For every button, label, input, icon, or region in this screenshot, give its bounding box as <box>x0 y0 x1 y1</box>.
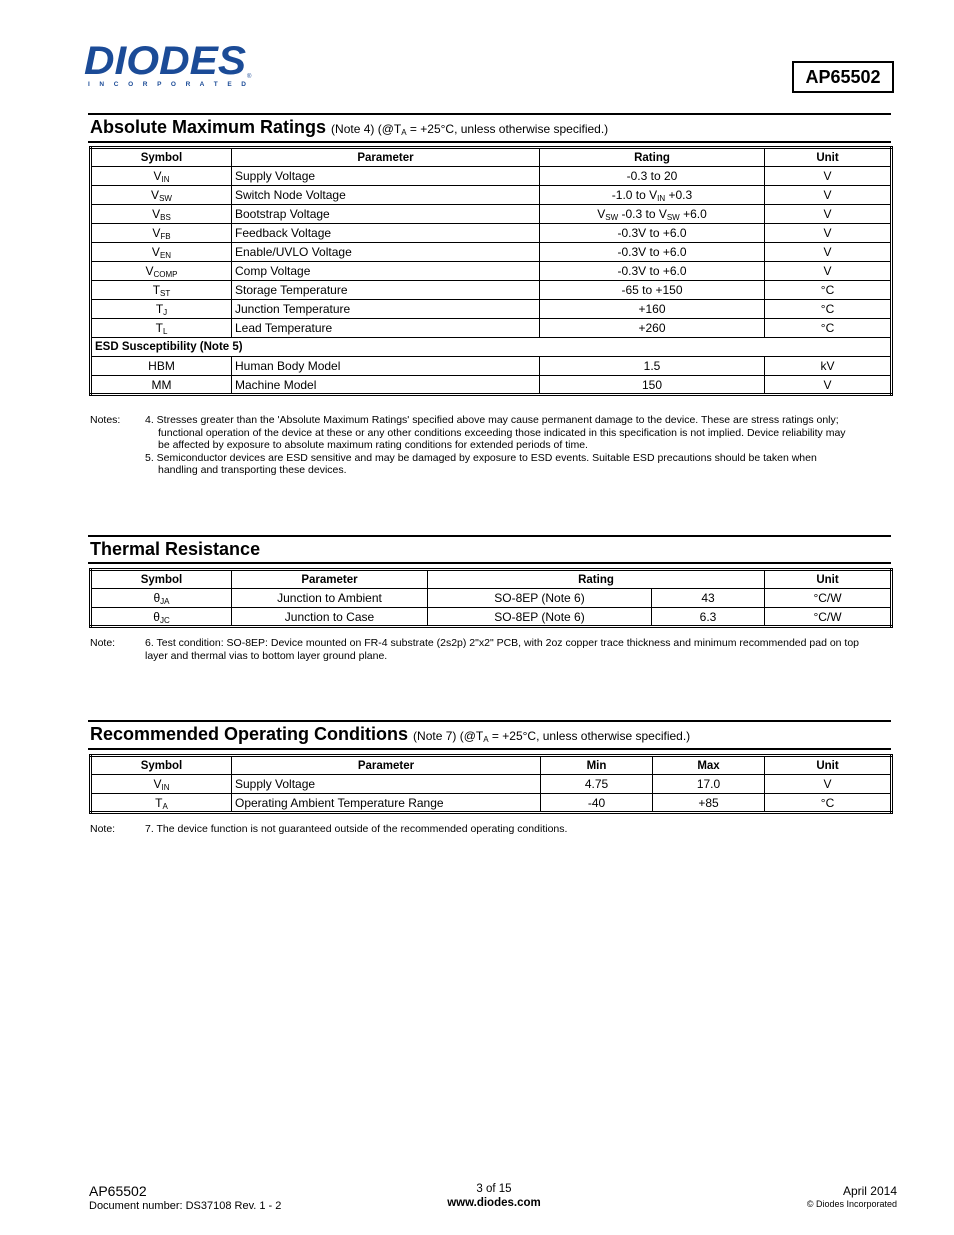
min-cell: 4.75 <box>541 775 653 794</box>
symbol-cell: $T_A$ <box>91 794 232 813</box>
note-7: 7. The device function is not guaranteed outside of the recommended operating conditions. <box>145 823 568 835</box>
rating-cell: $V_{SW}$ -0.3 to $V_{SW} +6.0$ <box>540 205 765 224</box>
footer-copyright: © Diodes Incorporated <box>806 1199 897 1209</box>
symbol-cell: MM <box>91 376 232 395</box>
thermal-table <box>89 568 893 628</box>
table-row <box>91 186 892 205</box>
note-5: 5. Semiconductor devices are ESD sensitive and may be damaged by exposure to ESD events. Suitable ESD precautions should be taken when <box>145 451 817 464</box>
table-group-row <box>91 338 892 357</box>
section-rule <box>88 535 891 537</box>
thermal-title: Thermal Resistance <box>90 539 261 559</box>
table-header-row <box>91 148 892 167</box>
table-row <box>91 775 892 794</box>
section-rule <box>88 141 891 143</box>
rating-cell: -0.3 to 20 <box>540 167 765 186</box>
col-header-symbol: Symbol <box>91 148 232 167</box>
unit-cell: °C <box>765 281 892 300</box>
unit-cell: °C <box>765 319 892 338</box>
symbol-cell: $V_{IN}$ <box>91 167 232 186</box>
table-row <box>91 205 892 224</box>
rating-cell: -65 to +150 <box>540 281 765 300</box>
symbol-cell: $V_{FB}$ <box>91 224 232 243</box>
symbol-cell: $\theta_{JA}$ <box>91 589 232 608</box>
parameter-cell: Lead Temperature <box>232 319 540 338</box>
col-header-parameter: Parameter <box>232 756 541 775</box>
table-row <box>91 357 892 376</box>
unit-cell: V <box>765 186 892 205</box>
part-number-box: AP65502 <box>792 61 894 93</box>
symbol-cell: $T_J$ <box>91 300 232 319</box>
package-cell: SO-8EP (Note 6) <box>428 589 652 608</box>
unit-cell: °C/W <box>765 589 892 608</box>
symbol-cell: $V_{EN}$ <box>91 243 232 262</box>
symbol-cell: $T_L$ <box>91 319 232 338</box>
col-header-parameter: Parameter <box>232 570 428 589</box>
esd-group-label: ESD Susceptibility (Note 5) <box>91 338 892 357</box>
roc-table <box>89 754 893 814</box>
table-row <box>91 262 892 281</box>
abs-max-conditions: (Note 4) ($@T_A = +25^\circ C$, unless otherwise specified.) <box>331 122 609 137</box>
table-row <box>91 167 892 186</box>
section-rule <box>88 748 891 750</box>
symbol-cell: $\theta_{JC}$ <box>91 608 232 627</box>
symbol-cell: $V_{BS}$ <box>91 205 232 224</box>
col-header-parameter: Parameter <box>232 148 540 167</box>
col-header-unit: Unit <box>765 570 892 589</box>
unit-cell: °C <box>765 794 892 813</box>
table-row <box>91 300 892 319</box>
footer-doc-number: Document number: DS37108 Rev. 1 - 2 <box>89 1200 282 1212</box>
parameter-cell: Human Body Model <box>232 357 540 376</box>
diodes-logo <box>84 42 252 88</box>
table-row <box>91 794 892 813</box>
unit-cell: kV <box>765 357 892 376</box>
unit-cell: °C/W <box>765 608 892 627</box>
footer-part-number: AP65502 <box>89 1183 147 1199</box>
note-6: 6. Test condition: SO-8EP: Device mounted on FR-4 substrate (2s2p) 2"x2" PCB, with 2oz copper trace thickness and minimum recommended pad on top layer and thermal vias to bottom layer ground plane. <box>145 637 860 662</box>
rating-cell: -0.3V to +6.0 <box>540 262 765 281</box>
logo-subtext: I N C O R P O R A T E D <box>88 81 246 88</box>
symbol-cell: $V_{IN}$ <box>91 775 232 794</box>
table-row <box>91 224 892 243</box>
table-row <box>91 281 892 300</box>
max-cell: 17.0 <box>653 775 765 794</box>
symbol-cell: $V_{COMP}$ <box>91 262 232 281</box>
table-row <box>91 376 892 395</box>
unit-cell: °C <box>765 300 892 319</box>
rating-cell: -0.3V to +6.0 <box>540 224 765 243</box>
section-rule <box>88 562 891 564</box>
col-header-min: Min <box>541 756 653 775</box>
roc-title: Recommended Operating Conditions <box>90 724 409 744</box>
svg-text:®: ® <box>247 74 252 80</box>
footer-website-link[interactable]: www.diodes.com <box>447 1197 541 1209</box>
parameter-cell: Junction to Case <box>232 608 428 627</box>
parameter-cell: Supply Voltage <box>232 775 541 794</box>
table-header-row <box>91 756 892 775</box>
unit-cell: V <box>765 376 892 395</box>
table-row <box>91 589 892 608</box>
symbol-cell: $T_{ST}$ <box>91 281 232 300</box>
col-header-rating: Rating <box>540 148 765 167</box>
abs-max-table <box>89 146 893 396</box>
parameter-cell: Junction to Ambient <box>232 589 428 608</box>
rating-cell: 1.5 <box>540 357 765 376</box>
rating-cell: -1.0 to $V_{IN} +0.3$ <box>540 186 765 205</box>
unit-cell: V <box>765 262 892 281</box>
symbol-cell: $V_{SW}$ <box>91 186 232 205</box>
note-4: 4. Stresses greater than the 'Absolute Maximum Ratings' specified above may cause permanent damage to the device. These are stress ratings only; functional operation of the device at these or any other conditions exceeding those indicated in this specification is not implied. Device reliability may be affected by exposure to absolute maximum rating conditions for extended periods of time. 5. Semiconductor devices are ESD sensitive and may be damaged by exposure to ESD events. Suitable ESD precautions should be taken when handling and transporting these devices. <box>145 414 889 477</box>
col-header-max: Max <box>653 756 765 775</box>
col-header-rating: Rating <box>428 570 765 589</box>
rating-cell: +260 <box>540 319 765 338</box>
table-row <box>91 243 892 262</box>
abs-max-heading <box>90 117 608 138</box>
col-header-symbol: Symbol <box>91 570 232 589</box>
min-cell: -40 <box>541 794 653 813</box>
parameter-cell: Storage Temperature <box>232 281 540 300</box>
roc-conditions: (Note 7) ($@T_A = +25^\circ C$, unless otherwise specified.) <box>413 729 691 744</box>
package-cell: SO-8EP (Note 6) <box>428 608 652 627</box>
logo-wordmark: DIODES <box>84 42 247 83</box>
unit-cell: V <box>765 167 892 186</box>
rating-cell: 150 <box>540 376 765 395</box>
table-row <box>91 319 892 338</box>
max-cell: +85 <box>653 794 765 813</box>
unit-cell: V <box>765 243 892 262</box>
unit-cell: V <box>765 205 892 224</box>
col-header-symbol: Symbol <box>91 756 232 775</box>
symbol-cell: HBM <box>91 357 232 376</box>
table-header-row <box>91 570 892 589</box>
parameter-cell: Enable/UVLO Voltage <box>232 243 540 262</box>
abs-max-title: Absolute Maximum Ratings <box>90 117 327 137</box>
parameter-cell: Machine Model <box>232 376 540 395</box>
value-cell: 43 <box>652 589 765 608</box>
col-header-unit: Unit <box>765 756 892 775</box>
roc-heading <box>90 724 690 745</box>
rating-cell: +160 <box>540 300 765 319</box>
table-row <box>91 608 892 627</box>
parameter-cell: Feedback Voltage <box>232 224 540 243</box>
value-cell: 6.3 <box>652 608 765 627</box>
parameter-cell: Comp Voltage <box>232 262 540 281</box>
parameter-cell: Switch Node Voltage <box>232 186 540 205</box>
unit-cell: V <box>765 224 892 243</box>
parameter-cell: Bootstrap Voltage <box>232 205 540 224</box>
notes-label: Notes: <box>90 414 121 426</box>
parameter-cell: Supply Voltage <box>232 167 540 186</box>
section-rule <box>88 720 891 722</box>
col-header-unit: Unit <box>765 148 892 167</box>
parameter-cell: Operating Ambient Temperature Range <box>232 794 541 813</box>
parameter-cell: Junction Temperature <box>232 300 540 319</box>
section-rule <box>88 113 891 115</box>
note-label: Note: <box>90 637 116 649</box>
note-label: Note: <box>90 823 116 835</box>
rating-cell: -0.3V to +6.0 <box>540 243 765 262</box>
unit-cell: V <box>765 775 892 794</box>
footer-page-number: 3 of 15 <box>476 1183 512 1195</box>
footer-date: April 2014 <box>842 1184 897 1198</box>
thermal-heading <box>90 539 260 560</box>
